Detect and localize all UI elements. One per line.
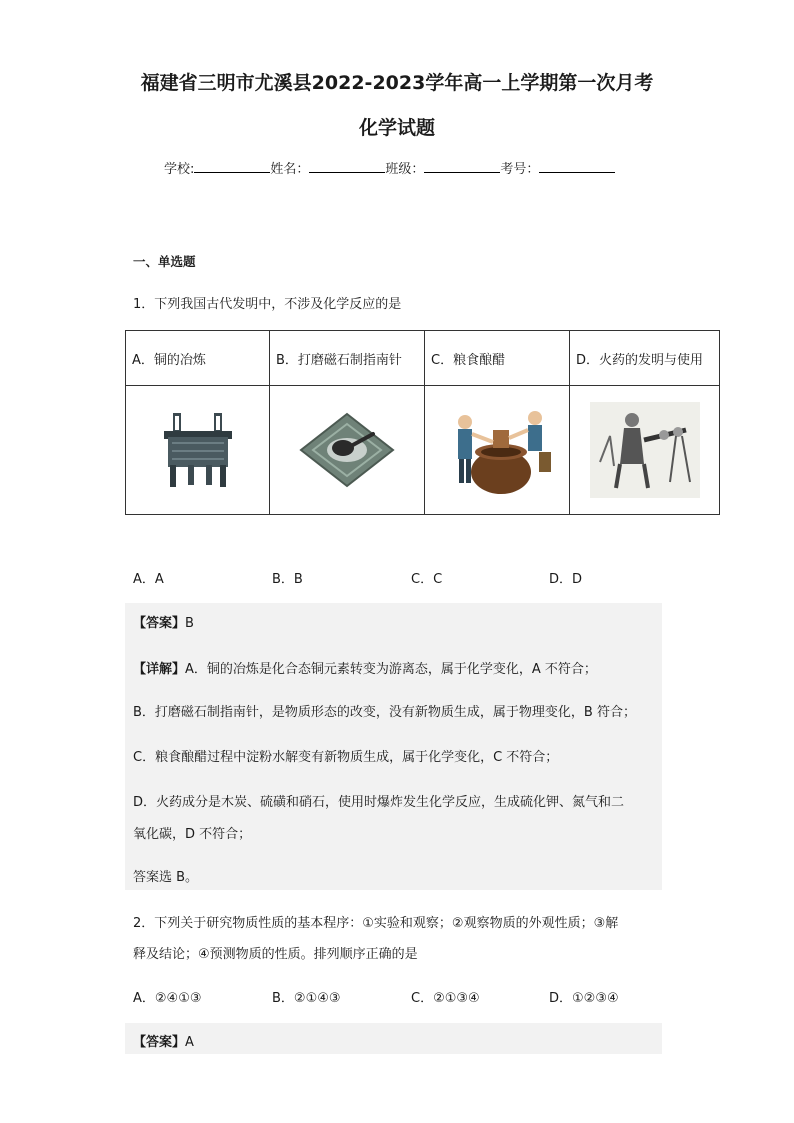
q1-detail-line-5: 氧化碳，D 不符合； [133, 827, 252, 842]
q2-option-c[interactable]: C．②①③④ [411, 991, 480, 1006]
table-cell-b-label: B．打磨磁石制指南针 [270, 331, 425, 386]
question-2-stem-line-2: 释及结论；④预测物质的性质。排列顺序正确的是 [133, 947, 418, 962]
compass-spoon-icon [297, 410, 397, 490]
q1-detail-line-6: 答案选 B。 [133, 870, 199, 885]
question-1-table [125, 330, 720, 515]
q1-answer [133, 612, 194, 631]
q1-option-a[interactable]: A．A [133, 572, 164, 587]
school-label: 学校: [164, 162, 195, 177]
q2-option-a[interactable]: A．②④①③ [133, 991, 202, 1006]
table-cell-a-label: A．铜的冶炼 [126, 331, 270, 386]
q2-answer [133, 1031, 194, 1050]
school-blank[interactable] [194, 160, 270, 173]
q1-detail-line-2: B．打磨磁石制指南针，是物质形态的改变，没有新物质生成，属于物理变化，B 符合； [133, 705, 636, 720]
question-1-stem: 1．下列我国古代发明中，不涉及化学反应的是 [133, 297, 402, 312]
q1-detail-line-1: 【详解】A．铜的冶炼是化合态铜元素转变为游离态，属于化学变化，A 不符合； [133, 662, 597, 677]
q1-detail-line-3: C．粮食酿醋过程中淀粉水解变有新物质生成，属于化学变化，C 不符合； [133, 750, 559, 765]
exam-title: 福建省三明市尤溪县2022-2023学年高一上学期第一次月考 [140, 72, 654, 94]
exam-number-blank[interactable] [539, 160, 615, 173]
name-label: 姓名： [270, 162, 310, 177]
q1-option-b[interactable]: B．B [272, 572, 303, 587]
brewing-vat-icon [437, 402, 557, 498]
table-cell-d-label: D．火药的发明与使用 [570, 331, 720, 386]
question-2-stem-line-1: 2．下列关于研究物质性质的基本程序：①实验和观察；②观察物质的外观性质；③解 [133, 916, 619, 931]
class-blank[interactable] [424, 160, 500, 173]
answer-label: 【答案】 [133, 1035, 186, 1050]
name-blank[interactable] [309, 160, 385, 173]
answer-value: B [185, 616, 194, 631]
table-cell-d-image [570, 386, 720, 515]
table-cell-c-label: C．粮食酿醋 [425, 331, 570, 386]
q1-option-d[interactable]: D．D [549, 572, 583, 587]
detail-label: 【详解】 [133, 662, 186, 677]
gunpowder-warrior-icon [590, 402, 700, 498]
table-cell-b-image [270, 386, 425, 515]
q2-option-d[interactable]: D．①②③④ [549, 991, 619, 1006]
exam-subtitle: 化学试题 [358, 117, 435, 139]
class-label: 班级： [385, 162, 425, 177]
q2-option-b[interactable]: B．②①④③ [272, 991, 341, 1006]
q1-detail-line-4: D．火药成分是木炭、硫磺和硝石，使用时爆炸发生化学反应，生成硫化钾、氮气和二 [133, 795, 625, 810]
exam-number-label: 考号： [500, 162, 540, 177]
answer-value: A [185, 1035, 194, 1050]
q2-answer-box [125, 1023, 662, 1054]
table-cell-c-image [425, 386, 570, 515]
answer-label: 【答案】 [133, 616, 186, 631]
section-title: 一、单选题 [133, 254, 196, 269]
q1-option-c[interactable]: C．C [411, 572, 443, 587]
table-cell-a-image [126, 386, 270, 515]
bronze-ding-icon [158, 411, 238, 489]
student-info-line [164, 158, 615, 177]
